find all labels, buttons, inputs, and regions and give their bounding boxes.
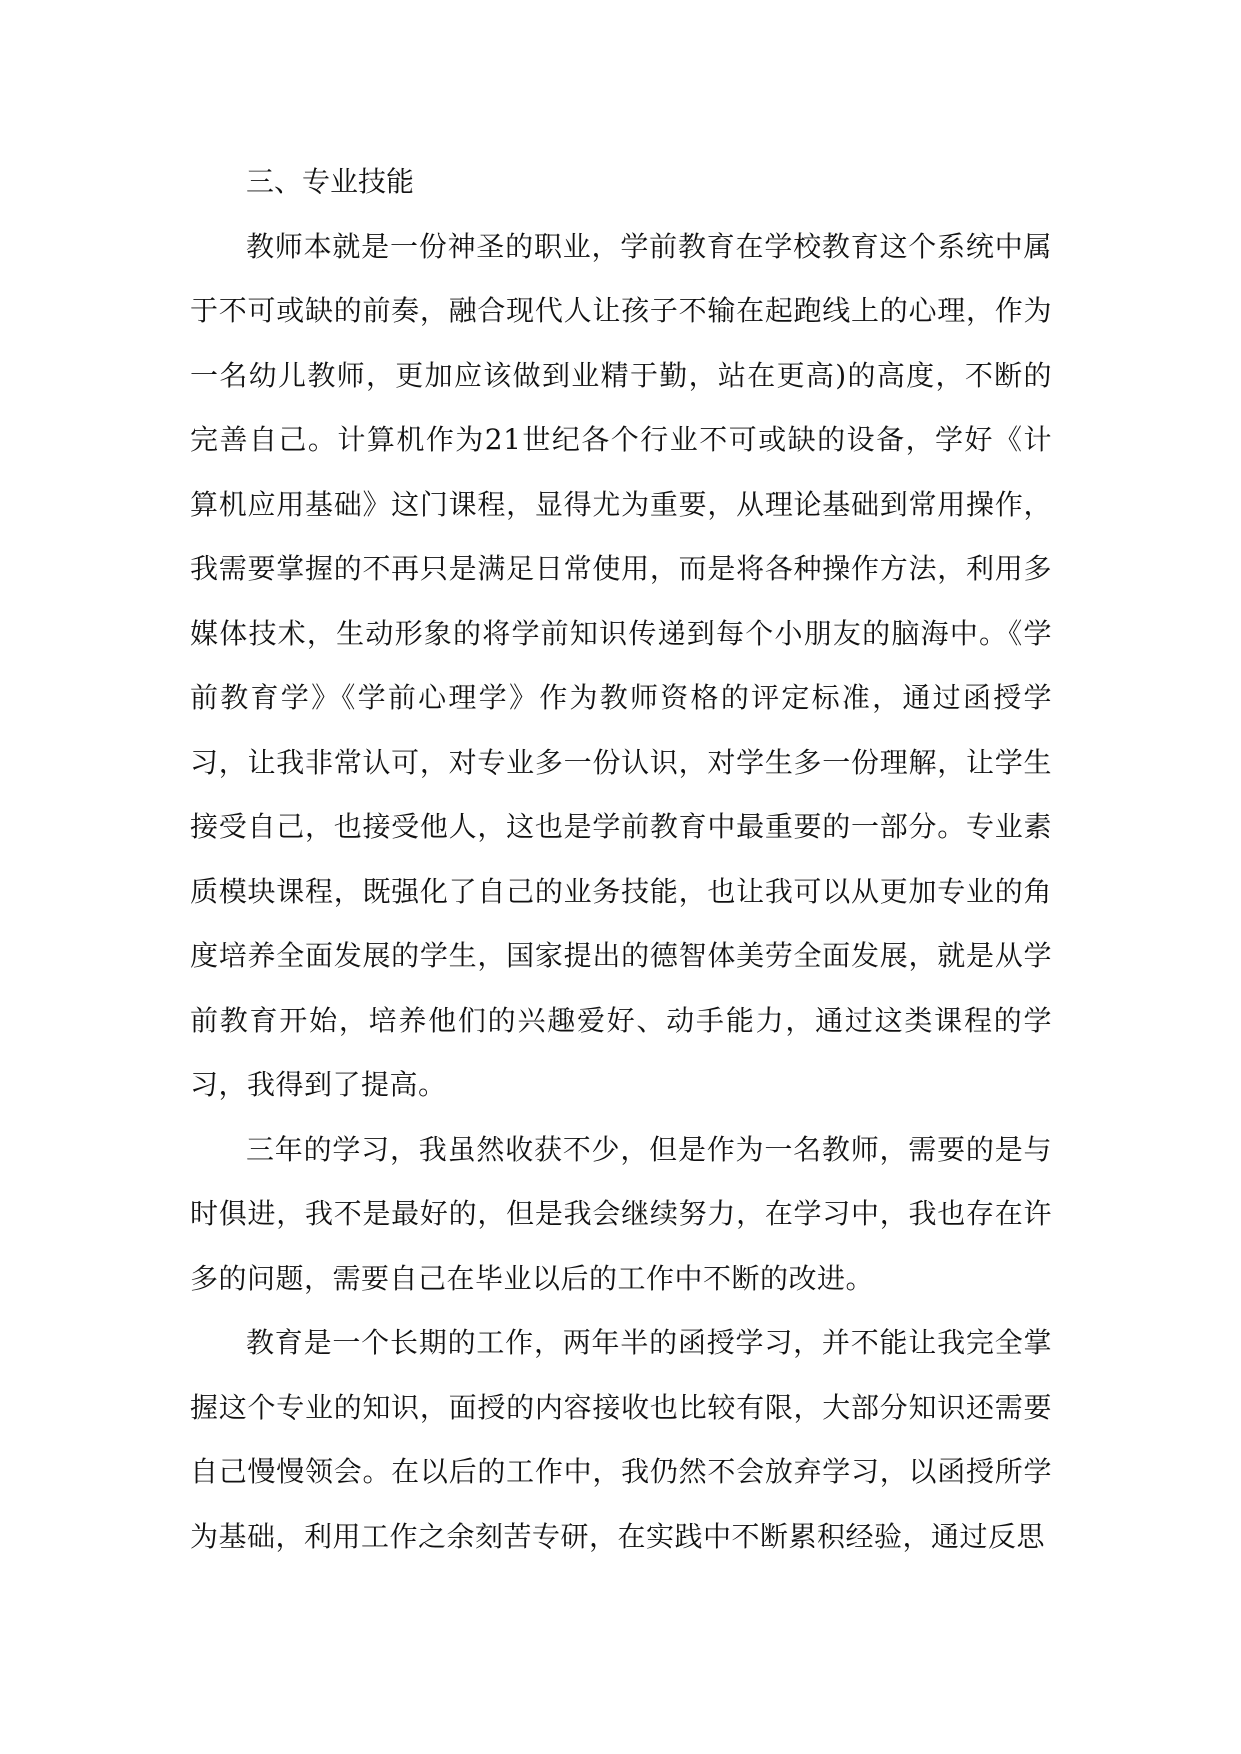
section-heading: 三、专业技能 (246, 165, 415, 198)
paragraph-professional-skills: 教师本就是一份神圣的职业，学前教育在学校教育这个系统中属于不可或缺的前奏，融合现代人让孩子不输在起跑线上的心理，作为一名幼儿教师，更加应该做到业精于勤，站在更高)的高度，不断的完善自己。计算机作为21世纪各个行业不可或缺的设备，学好《计算机应用基础》这门课程，显得尤为重要，从理论基础到常用操作，我需要掌握的不再只是满足日常使用，而是将各种操作方法，利用多媒体技术，生动形象的将学前知识传递到每个小朋友的脑海中。《学前教育学》《学前心理学》作为教师资格的评定标准，通过函授学习，让我非常认可，对专业多一份认识，对学生多一份理解，让学生接受自己，也接受他人，这也是学前教育中最重要的一部分。专业素质模块课程，既强化了自己的业务技能，也让我可以从更加专业的角度培养全面发展的学生，国家提出的德智体美劳全面发展，就是从学前教育开始，培养他们的兴趣爱好、动手能力，通过这类课程的学习，我得到了提高。 (190, 229, 1052, 1101)
paragraph-long-term-education: 教育是一个长期的工作，两年半的函授学习，并不能让我完全掌握这个专业的知识，面授的内容接收也比较有限，大部分知识还需要自己慢慢领会。在以后的工作中，我仍然不会放弃学习，以函授所学为基础，利用工作之余刻苦专研，在实践中不断累积经验，通过反思 (190, 1326, 1052, 1553)
paragraph-three-years-study: 三年的学习，我虽然收获不少，但是作为一名教师，需要的是与时俱进，我不是最好的，但是我会继续努力，在学习中，我也存在许多的问题，需要自己在毕业以后的工作中不断的改进。 (190, 1132, 1052, 1295)
document-body (190, 150, 1052, 1569)
